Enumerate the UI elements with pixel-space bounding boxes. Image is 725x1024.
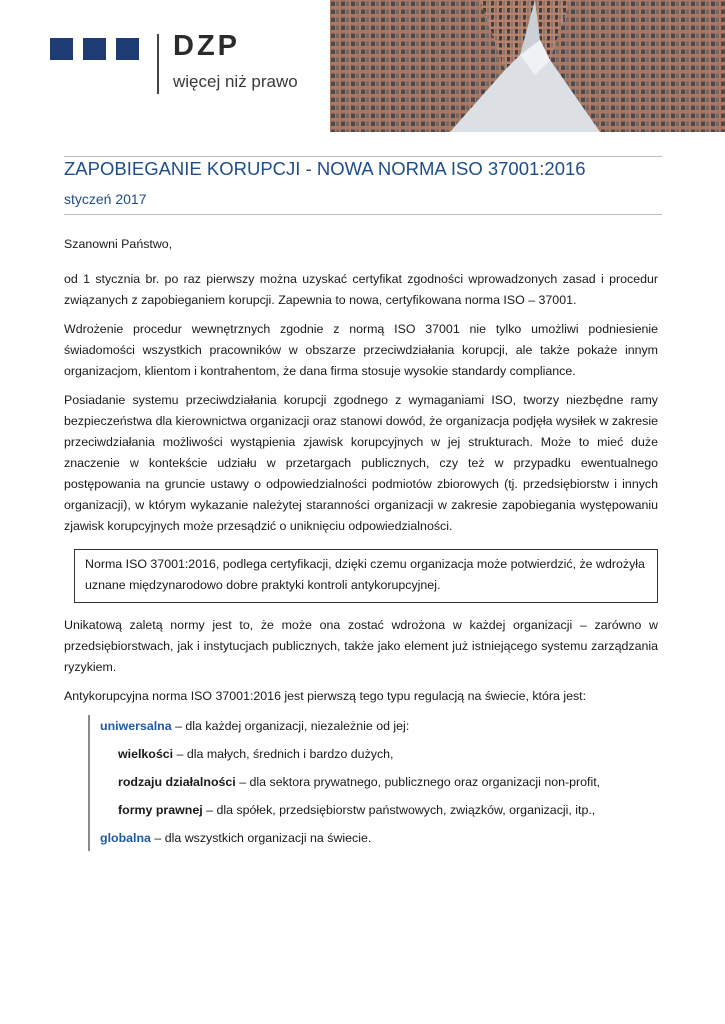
letter-body bbox=[64, 234, 658, 851]
features-list bbox=[88, 715, 658, 851]
list-item-global bbox=[100, 828, 658, 849]
term-global: globalna bbox=[100, 831, 151, 845]
paragraph-certificate: od 1 stycznia br. po raz pierwszy można uzyskać certyfikat zgodności wprowadzonych zasad i procedur związanych z zapobieganiem korupcji. Zapewnia to nowa, certyfikowana norma ISO – 37001. bbox=[64, 272, 658, 307]
dzp-logo bbox=[50, 30, 320, 94]
desc-size: – dla małych, średnich i bardzo dużych, bbox=[173, 747, 394, 761]
list-item-universal bbox=[100, 716, 658, 737]
logo-name: DZP bbox=[173, 30, 240, 62]
paragraph-system: Posiadanie systemu przeciwdziałania korupcji zgodnego z wymaganiami ISO, tworzy niezbędne ramy bezpieczeństwa dla kierownictwa organizacji oraz stanowi dowód, że organizacja podjęła wysiłek w zakresie przeciwdziałania możliwości wystąpienia zjawisk korupcyjnych w jej strukturach. Może to mieć duże znaczenie w kontekście udziału w przetargach publicznych, czy też w przypadku ewentualnego postępowania na gruncie ustawy o odpowiedzialności podmiotów zbiorowych (tj. przedsiębiorstw i innych organizacji), w którym wykazanie należytej staranności organizacji w zakresie zapobiegania występowaniu zjawisk korupcyjnych może przesądzić o uniknięciu odpowiedzialności. bbox=[64, 393, 658, 533]
list-item-activity bbox=[100, 772, 658, 793]
page-title: ZAPOBIEGANIE KORUPCJI - NOWA NORMA ISO 37001:2016 bbox=[64, 158, 586, 179]
title-top-rule bbox=[64, 156, 662, 157]
header-building-photo bbox=[330, 0, 725, 132]
logo-square-icon bbox=[116, 38, 139, 60]
paragraph-unique-advantage: Unikatową zaletą normy jest to, że może ona zostać wdrożona w każdej organizacji – zarówno w przedsiębiorstwach, jak i instytucjach publicznych, także jako element już istniejącego systemu zarządzania ryzykiem. bbox=[64, 618, 658, 674]
list-item-size bbox=[100, 744, 658, 765]
desc-legal-form: – dla spółek, przedsiębiorstw państwowych, związków, organizacji, itp., bbox=[202, 803, 596, 817]
logo-square-icon bbox=[83, 38, 106, 60]
publication-date: styczeń 2017 bbox=[64, 191, 147, 207]
logo-tagline: więcej niż prawo bbox=[173, 72, 298, 91]
term-size: wielkości bbox=[118, 747, 174, 761]
term-universal: uniwersalna bbox=[100, 719, 172, 733]
highlight-box: Norma ISO 37001:2016, podlega certyfikacji, dzięki czemu organizacja może potwierdzić, że wdrożyła uznane międzynarodowo dobre praktyki kontroli antykorupcyjnej. bbox=[74, 549, 658, 603]
paragraph-implementation: Wdrożenie procedur wewnętrznych zgodnie z normą ISO 37001 nie tylko umożliwi podniesienie świadomości wszystkich pracowników w obszarze przeciwdziałania korupcji, ale także pokaże innym organizacjom, klientom i kontrahentom, że dana firma stosuje wysokie standardy compliance. bbox=[64, 322, 658, 378]
title-bottom-rule bbox=[64, 214, 662, 215]
list-item-legal-form bbox=[100, 800, 658, 821]
desc-universal: – dla każdej organizacji, niezależnie od jej: bbox=[171, 719, 410, 733]
logo-square-icon bbox=[50, 38, 73, 60]
desc-activity: – dla sektora prywatnego, publicznego oraz organizacji non-profit, bbox=[235, 775, 601, 789]
paragraph-list-intro: Antykorupcyjna norma ISO 37001:2016 jest pierwszą tego typu regulacją na świecie, która jest: bbox=[64, 689, 587, 703]
logo-divider bbox=[157, 34, 159, 94]
desc-global: – dla wszystkich organizacji na świecie. bbox=[150, 831, 372, 845]
greeting: Szanowni Państwo, bbox=[64, 237, 173, 251]
term-legal-form: formy prawnej bbox=[118, 803, 203, 817]
term-activity: rodzaju działalności bbox=[118, 775, 236, 789]
